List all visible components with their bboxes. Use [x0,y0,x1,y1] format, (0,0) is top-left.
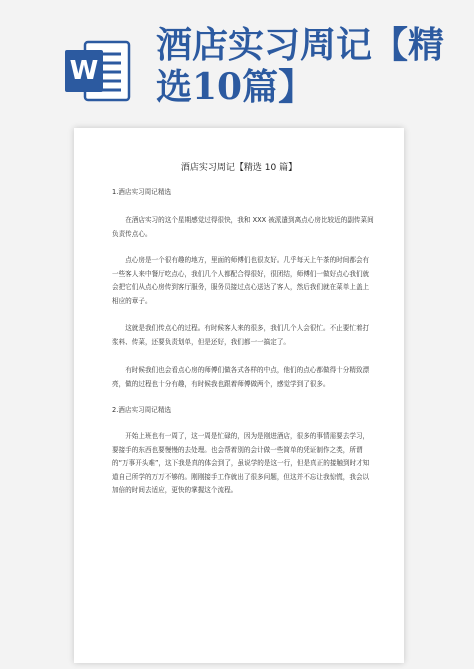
banner [0,0,474,118]
paragraph: 在酒店实习的这个星期感觉过得很快，我和 XXX 被派遣到离点心房比较近的副传菜间负责传点心。 [112,216,374,238]
svg-text:W: W [69,56,99,86]
paragraph: 这就是我们传点心的过程。有时候客人来的很多，我们几个人会很忙。不止要忙着打浆料、传菜，还要负责划单，但是还好，我们都一一搞定了。 [112,324,370,346]
paragraph: 点心房是一个很有趣的地方，里面的师傅们也很友好。几乎每天上午茶的时间都会有一些客人来中餐厅吃点心，我们几个人都配合得很好，很团结，师傅们一做好点心我们就会把它们从点心房传到客厅服务，服务员接过点心送达了客人，然后我们就在菜单上盖上相应的章子。 [112,256,370,305]
section-heading: 2.酒店实习周记精选 [112,406,172,414]
document-title: 酒店实习周记【精选 10 篇】 [180,163,298,173]
section-heading: 1.酒店实习周记精选 [112,188,172,196]
document-page [74,128,404,663]
paragraph: 有时候我们也会看点心房的师傅们做各式各样的中点，他们的点心都做得十分精致漂亮，做的过程也十分有趣，有时候我也跟着师傅做两个，感觉学到了很多。 [112,366,370,388]
paragraph: 开始上班也有一周了，这一周是忙碌的，因为是刚进酒店，很多的事情需要去学习，要接手的东西也要慢慢的去处理。也会帮着别的会计做一些简单的凭证制作之类，所谓的“万事开头难”，这下我是真的体会到了，虽说学的是这一行，但是真正的接触到时才知道自己所学的万万不够的。刚刚接手工作就出了很多问题，但这并不忘让我惊慌，我会以加倍的时间去适应，更快的掌握这个流程。 [112,432,370,494]
banner-title: 酒店实习周记【精选10篇】 [156,24,445,108]
word-document-icon [63,36,133,106]
